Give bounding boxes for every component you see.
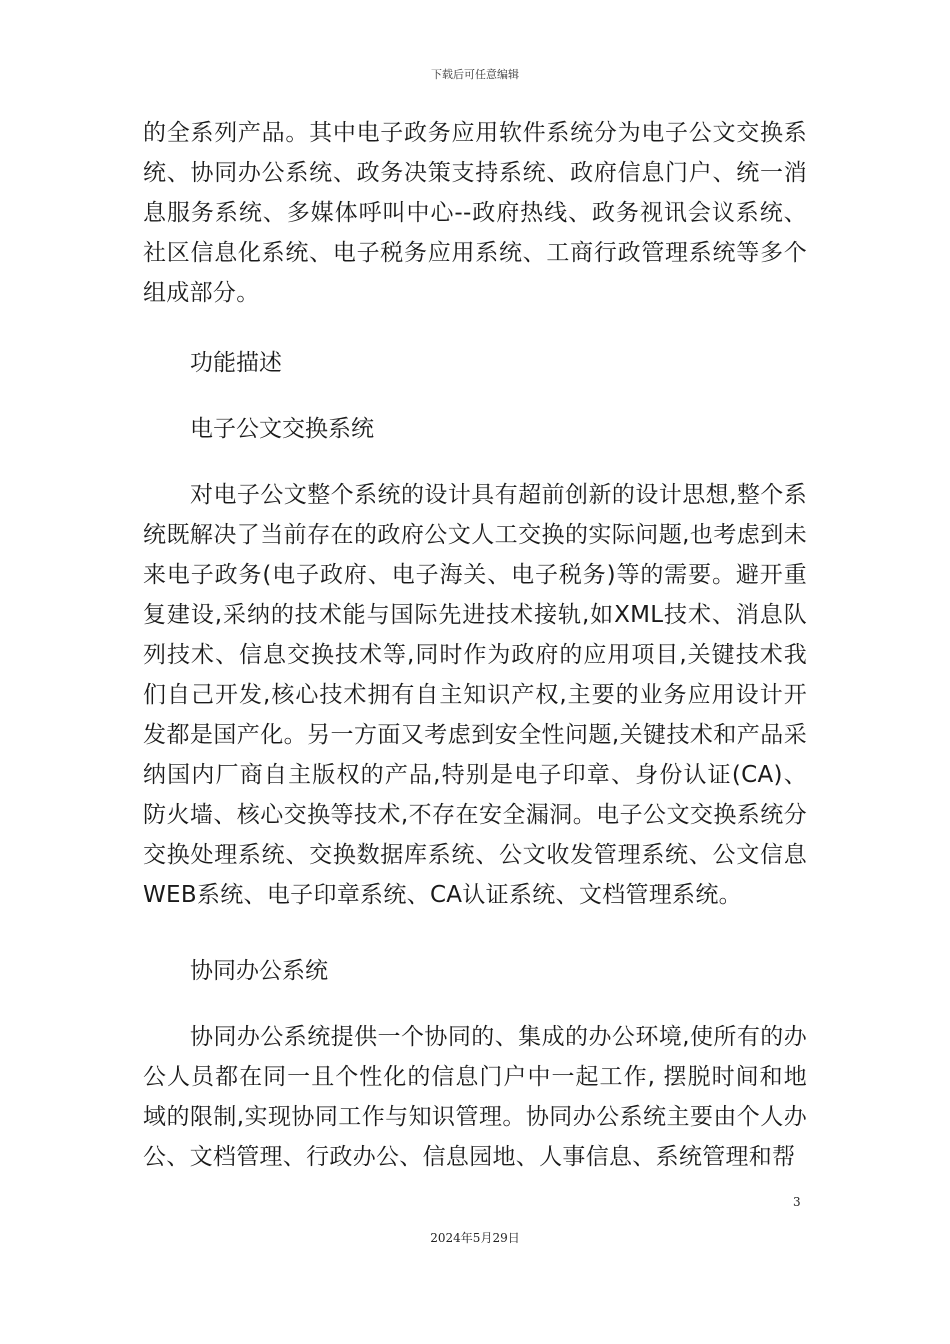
body-paragraph-collaborative-office: 协同办公系统提供一个协同的、集成的办公环境,使所有的办公人员都在同一且个性化的信息门户中一起工作, 摆脱时间和地域的限制,实现协同工作与知识管理。协同办公系统主要由个人办公、文档管理、行政办公、信息园地、人事信息、系统管理和帮 <box>143 1024 807 1170</box>
body-paragraph-document-exchange: 对电子公文整个系统的设计具有超前创新的设计思想,整个系统既解决了当前存在的政府公文人工交换的实际问题,也考虑到未来电子政务(电子政府、电子海关、电子税务)等的需要。避开重复建设,采纳的技术能与国际先进技术接轨,如XML技术、消息队列技术、信息交换技术等,同时作为政府的应用项目,关键技术我们自己开发,核心技术拥有自主知识产权,主要的业务应用设计开发都是国产化。另一方面又考虑到安全性问题,关键技术和产品采纳国内厂商自主版权的产品,特别是电子印章、身份认证(CA)、防火墙、核心交换等技术,不存在安全漏洞。电子公文交换系统分交换处理系统、交换数据库系统、公文收发管理系统、公文信息WEB系统、电子印章系统、CA认证系统、文档管理系统。 <box>143 482 807 908</box>
section-heading-function-description: 功能描述 <box>190 350 282 376</box>
footer-date: 2024年5月29日 <box>430 1231 520 1245</box>
section-heading-collaborative-office: 协同办公系统 <box>190 958 328 984</box>
header-note: 下载后可任意编辑 <box>431 68 519 81</box>
body-paragraph-intro: 的全系列产品。其中电子政务应用软件系统分为电子公文交换系统、协同办公系统、政务决策支持系统、政府信息门户、统一消息服务系统、多媒体呼叫中心--政府热线、政务视讯会议系统、社区信息化系统、电子税务应用系统、工商行政管理系统等多个组成部分。 <box>143 120 807 306</box>
section-heading-document-exchange: 电子公文交换系统 <box>190 416 374 442</box>
page-number: 3 <box>793 1195 801 1209</box>
